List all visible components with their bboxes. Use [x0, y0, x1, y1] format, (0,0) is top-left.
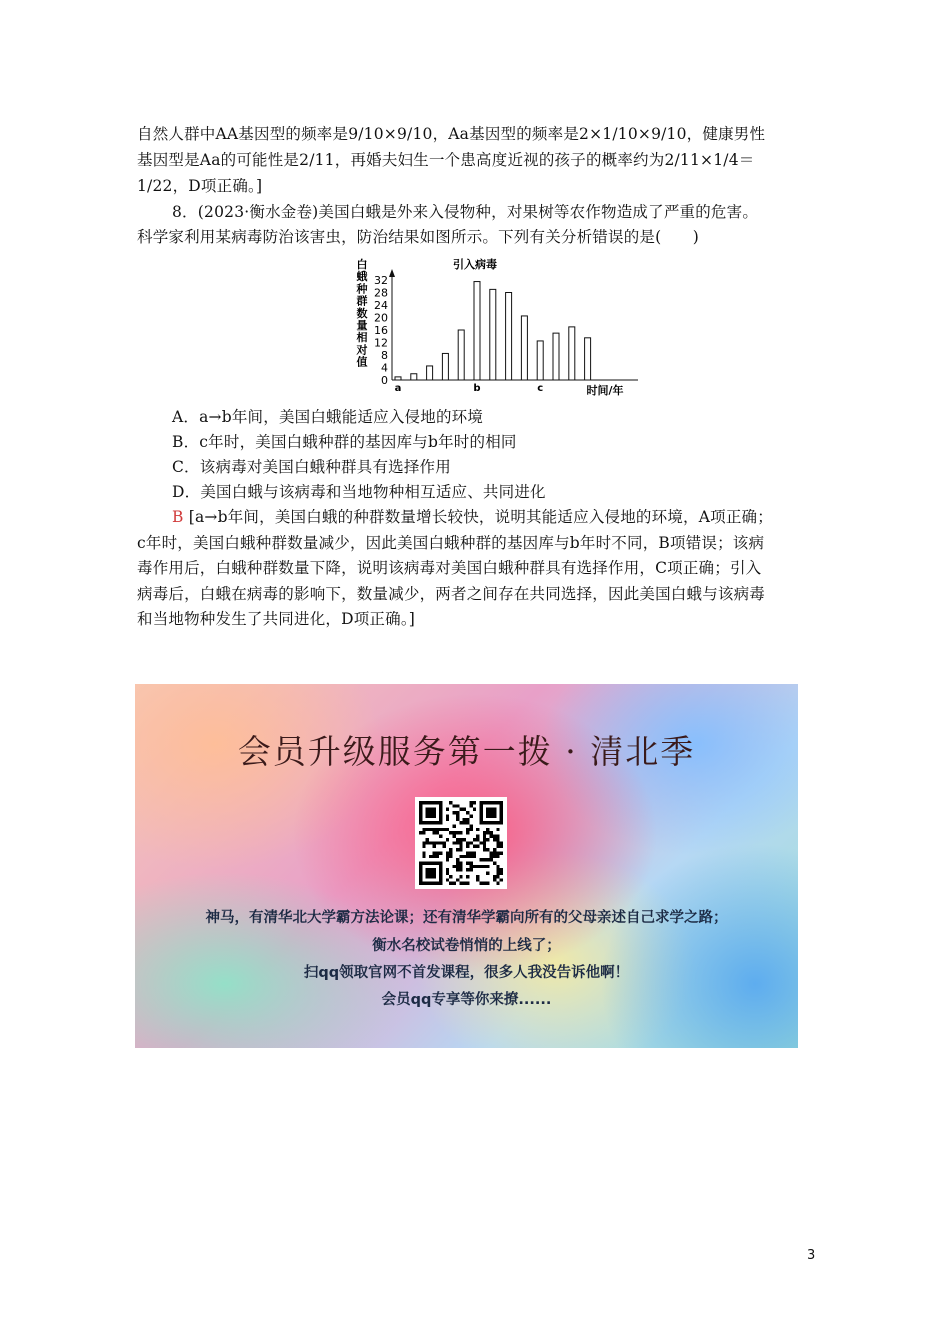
y-axis-arrow: [389, 269, 395, 277]
promo-line: 神马，有清华北大学霸方法论课；还有清华学霸向所有的父母亲述自己求学之路；: [205, 910, 728, 926]
option-a: A．a→b年间，美国白蛾能适应入侵地的环境: [172, 408, 484, 426]
bar: [585, 338, 591, 380]
y-tick-label: 0: [381, 374, 388, 387]
promo-line: 衡水名校试卷悄悄的上线了；: [372, 938, 561, 954]
annotation-label: 引入病毒: [453, 258, 497, 271]
banner-title: 会员升级服务第一拨 · 清北季: [237, 732, 696, 771]
text-line: 1/22，D项正确。]: [137, 177, 263, 195]
bar: [411, 374, 417, 380]
answer-line: 和当地物种发生了共同进化，D项正确。]: [137, 610, 416, 628]
answer-line: 毒作用后，白蛾种群数量下降，说明该病毒对美国白蛾种群具有选择作用，C项正确；引入: [137, 559, 762, 577]
bar: [537, 341, 543, 380]
answer-line: 病毒后，白蛾在病毒的影响下，数量减少，两者之间存在共同选择，因此美国白蛾与该病毒: [137, 585, 766, 603]
option-b: B．c年时，美国白蛾种群的基因库与b年时的相同: [172, 433, 517, 451]
answer-letter: B: [172, 508, 184, 526]
option-c: C．该病毒对美国白蛾种群具有选择作用: [172, 458, 451, 476]
bar: [521, 316, 527, 380]
y-tick-label: 8: [381, 349, 388, 362]
bar: [490, 289, 496, 380]
y-tick-label: 12: [374, 336, 388, 350]
promo-line: 会员qq专享等你来撩......: [381, 992, 552, 1008]
bar: [442, 353, 448, 380]
bar: [427, 366, 433, 380]
y-tick-label: 4: [381, 361, 388, 375]
option-d: D．美国白蛾与该病毒和当地物种相互适应、共同进化: [172, 483, 546, 501]
bar: [474, 282, 480, 380]
y-axis-label-text: 白蛾种群数量相对值: [356, 258, 368, 369]
qr-code-icon[interactable]: [415, 797, 507, 889]
text-line: 自然人群中AA基因型的频率是9/10×9/10，Aa基因型的频率是2×1/10×9/10，健康男性: [137, 125, 766, 143]
bar: [553, 333, 559, 380]
answer-text: [a→b年间，美国白蛾的种群数量增长较快，说明其能适应入侵地的环境，A项正确；: [188, 508, 773, 526]
y-axis-label: [356, 257, 368, 369]
promo-line: 扫qq领取官网不首发课程，很多人我没告诉他啊！: [303, 965, 630, 981]
y-tick-label: 28: [374, 286, 388, 300]
y-tick-label: 20: [374, 311, 388, 325]
y-tick-label: 32: [374, 274, 388, 287]
page-number: 3: [807, 1248, 816, 1263]
x-axis-label: 时间/年: [586, 384, 624, 397]
x-marker-label: c: [537, 383, 544, 394]
y-tick-label: 24: [374, 299, 388, 312]
bar: [569, 327, 575, 380]
question-stem: 8．(2023·衡水金卷)美国白蛾是外来入侵物种，对果树等农作物造成了严重的危害。: [172, 203, 759, 221]
population-bar-chart: [350, 252, 650, 402]
answer-line: [172, 507, 773, 527]
bar: [395, 377, 401, 380]
bar: [458, 330, 464, 380]
x-marker-label: a: [394, 383, 402, 394]
y-tick-label: 16: [374, 324, 388, 337]
question-stem: 科学家利用某病毒防治该害虫，防治结果如图所示。下列有关分析错误的是( ): [137, 228, 699, 246]
x-marker-label: b: [473, 383, 481, 394]
text-line: 基因型是Aa的可能性是2/11，再婚夫妇生一个患高度近视的孩子的概率约为2/11×1/4＝: [137, 151, 755, 169]
bar: [506, 293, 512, 381]
answer-line: c年时，美国白蛾种群数量减少，因此美国白蛾种群的基因库与b年时不同，B项错误；该病: [137, 534, 765, 552]
promo-banner[interactable]: [135, 684, 798, 1048]
